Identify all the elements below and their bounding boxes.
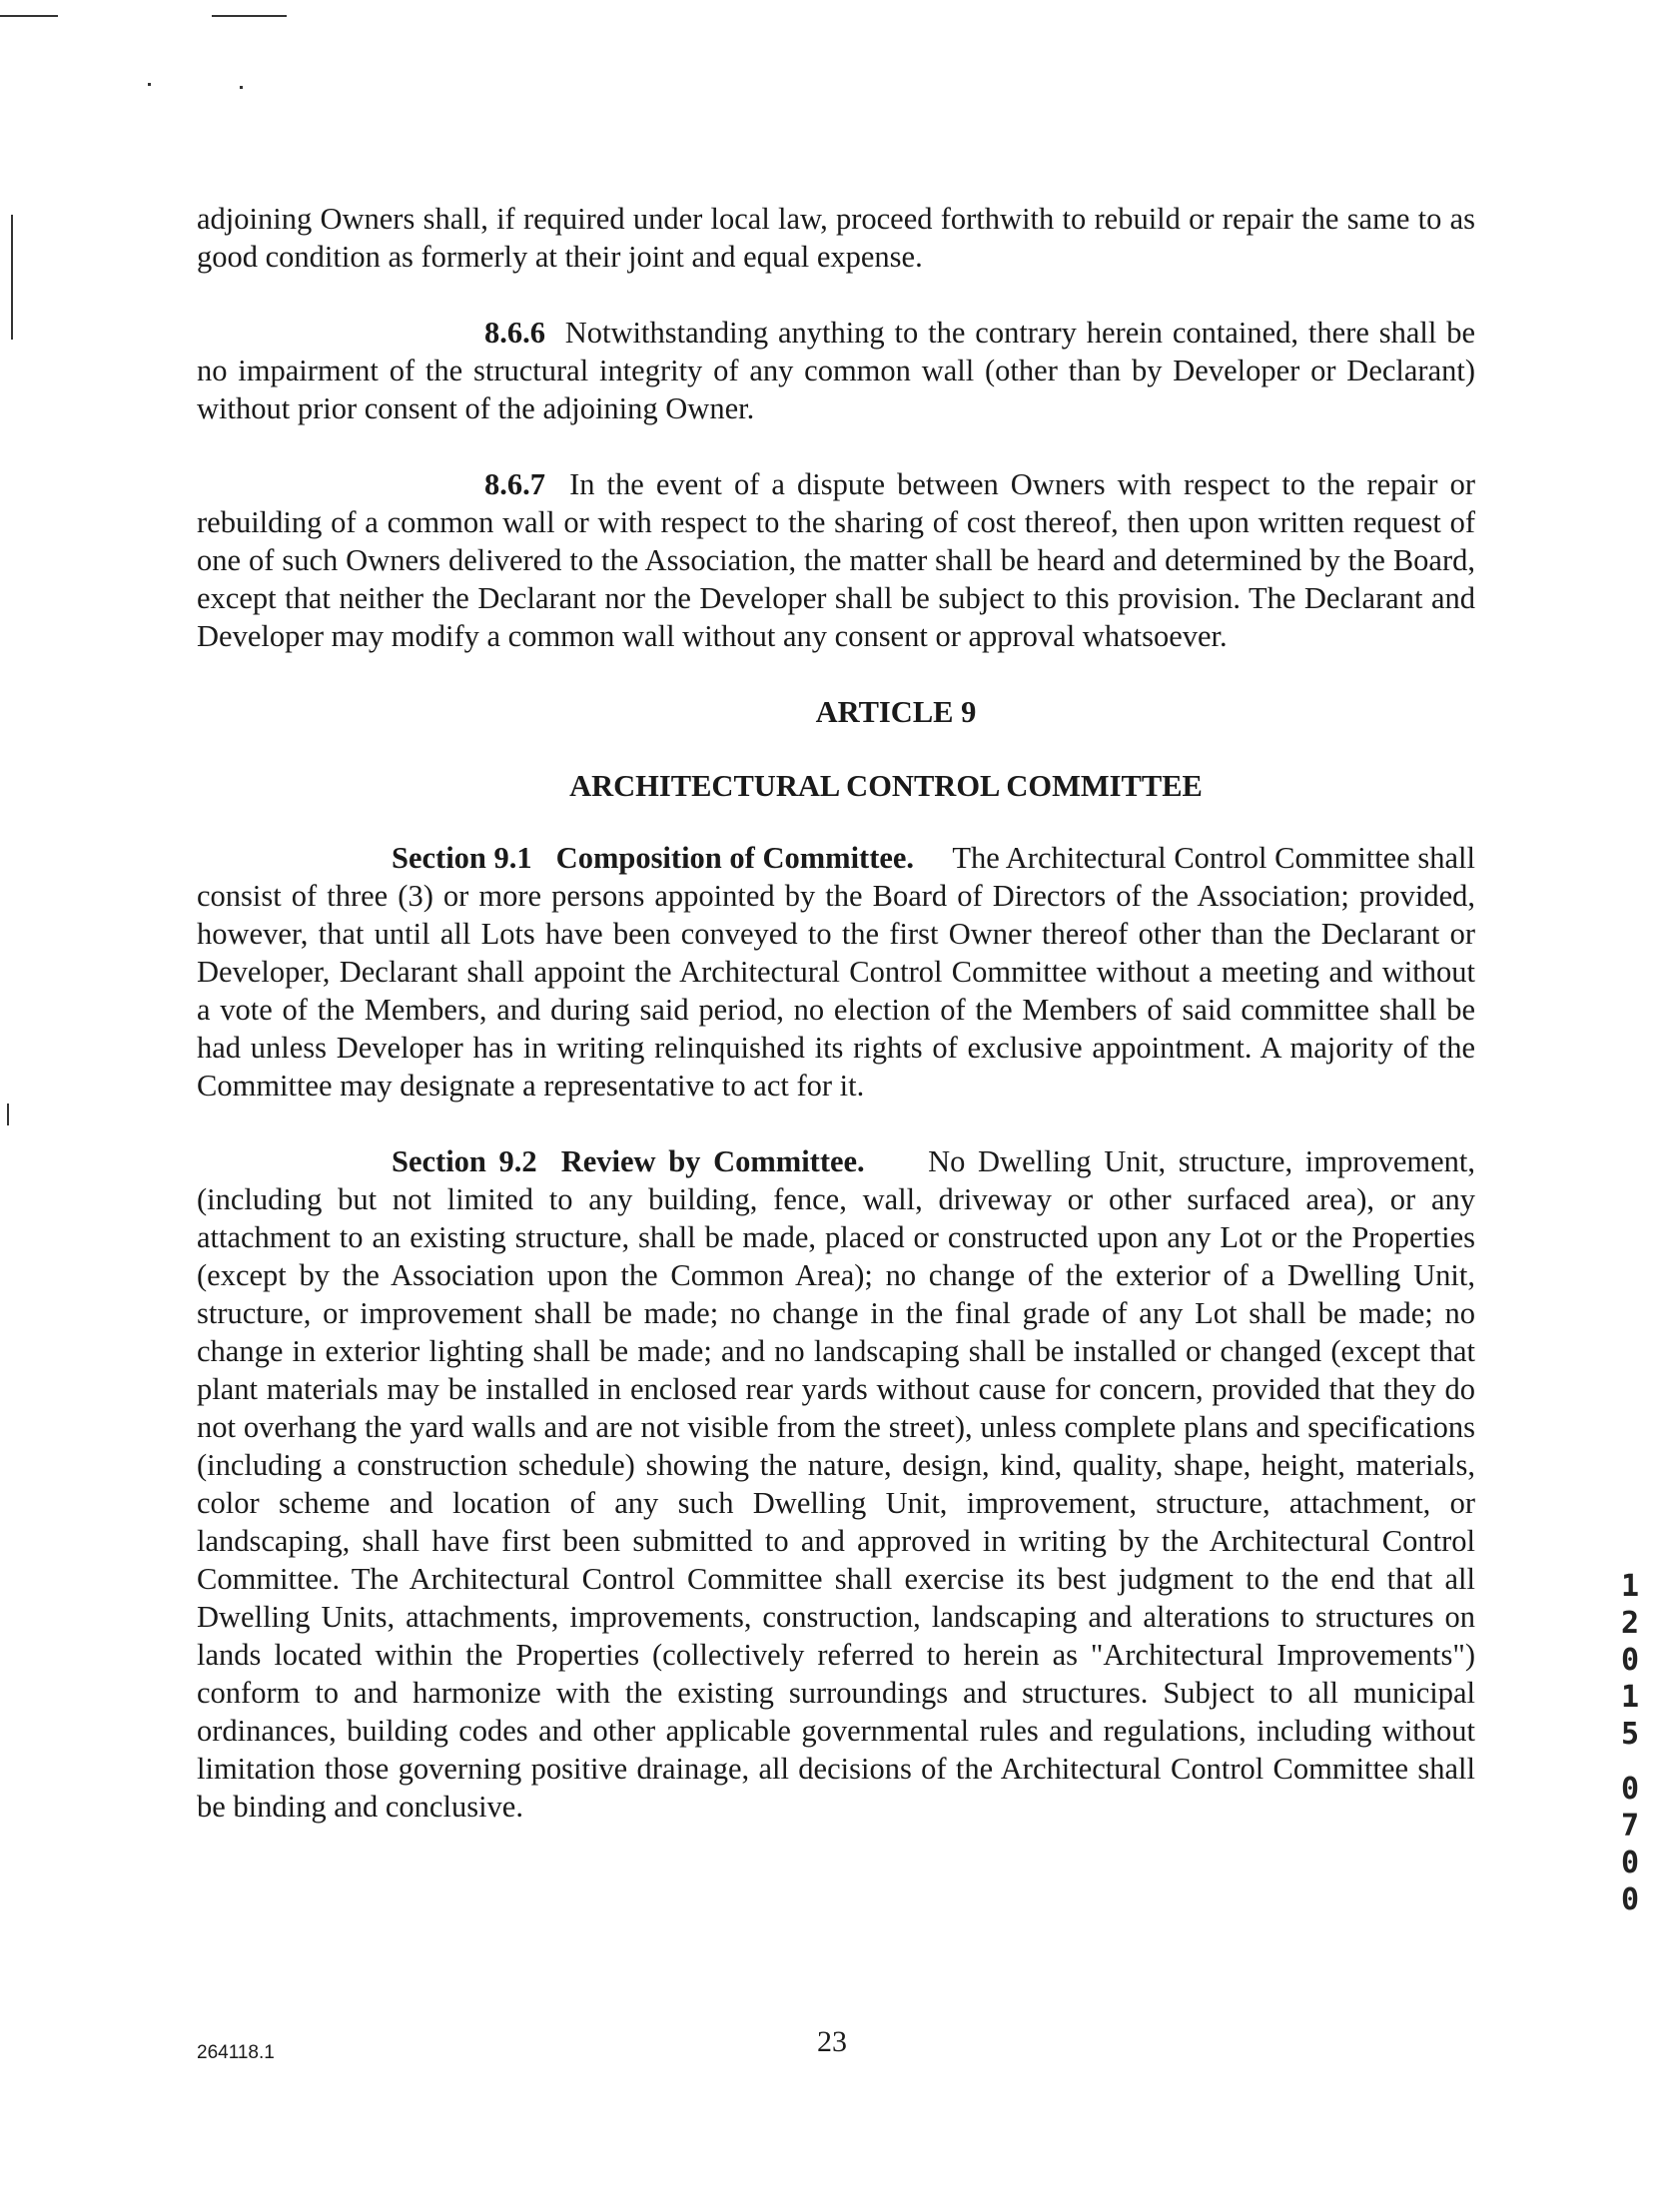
stamp-digit: 0: [1620, 1845, 1640, 1880]
stamp-digit: 5: [1620, 1717, 1640, 1752]
subsection-number: 8.6.7: [484, 467, 545, 501]
paragraph-8-6-6: [197, 314, 1475, 427]
section-label: Section 9.2: [392, 1144, 537, 1178]
stamp-digit: 7: [1620, 1809, 1640, 1843]
stamp-digit: 0: [1620, 1882, 1640, 1917]
section-text: The Architectural Control Committee shall consist of three (3) or more persons appointed by the Board of Directors of the Association; provided, however, that until all Lots have been conveyed to the first Owner thereof other than the Declarant or Developer, Declarant shall appoint the Architectural Control Committee without a meeting and without a vote of the Members, and during said period, no election of the Members of said committee shall be had unless Developer has in writing relinquished its rights of exclusive appointment. A majority of the Committee may designate a representative to act for it.: [197, 841, 1475, 1103]
continuation-paragraph: adjoining Owners shall, if required under local law, proceed forthwith to rebuild or repair the same to as good condition as formerly at their joint and equal expense.: [197, 202, 1475, 274]
section-9-1: [197, 839, 1475, 1105]
scan-mark-dot: [240, 86, 243, 89]
section-title: Review by Committee.: [560, 1144, 865, 1178]
scan-mark-margin-tick: [7, 1104, 9, 1125]
document-body: [197, 200, 1475, 1826]
scan-mark-line-top-left: [0, 15, 58, 17]
section-9-2: [197, 1142, 1475, 1826]
paragraph-8-6-7: [197, 465, 1475, 655]
stamp-digit: 1: [1620, 1680, 1640, 1715]
stamp-digit: 2: [1620, 1606, 1640, 1641]
scan-mark-dot: [148, 83, 151, 86]
subsection-text: In the event of a dispute between Owners with respect to the repair or rebuilding of a common wall or with respect to the sharing of cost thereof, then upon written request of one of such Owners delivered to the Association, the matter shall be heard and determined by the Board, except that neither the Declarant nor the Developer shall be subject to this provision. The Declarant and Developer may modify a common wall without any consent or approval whatsoever.: [197, 467, 1475, 653]
section-label: Section 9.1: [392, 841, 532, 875]
stamp-digit: 0: [1620, 1643, 1640, 1678]
subsection-number: 8.6.6: [484, 316, 545, 350]
article-number: ARTICLE 9: [815, 695, 977, 729]
scan-mark-line-top: [212, 15, 287, 17]
stamp-gap: [1610, 1753, 1650, 1771]
section-text: No Dwelling Unit, structure, improvement, (including but not limited to any building, fence, wall, driveway or other surfaced area), or any attachment to an existing structure, shall be made, placed or constructed upon any Lot or the Properties (except by the Association upon the Common Area); no change of the exterior of a Dwelling Unit, structure, or improvement shall be made; no change in the final grade of any Lot shall be made; no change in exterior lighting shall be made; and no landscaping shall be installed or changed (except that plant materials may be installed in enclosed rear yards without cause for concern, provided that they do not overhang the yard walls and are not visible from the street), unless complete plans and specifications (including a construction schedule) showing the nature, design, kind, quality, shape, height, materials, color scheme and location of any such Dwelling Unit, improvement, structure, attachment, or landscaping, shall have first been submitted to and approved in writing by the Architectural Control Committee. The Architectural Control Committee shall exercise its best judgment to the end that all Dwelling Units, attachments, improvements, construction, landscaping and alterations to structures on lands located within the Properties (collectively referred to herein as "Architectural Improvements") conform to and harmonize with the existing surroundings and structures. Subject to all municipal ordinances, building codes and other applicable governmental rules and regulations, including without limitation those governing positive drainage, all decisions of the Architectural Control Committee shall be binding and conclusive.: [197, 1144, 1476, 1824]
article-title: ARCHITECTURAL CONTROL COMMITTEE: [569, 769, 1203, 803]
section-title: Composition of Committee.: [555, 841, 915, 875]
recording-stamp: [1610, 1568, 1650, 1918]
stamp-digit: 1: [1620, 1569, 1640, 1604]
document-id: 264118.1: [197, 2042, 275, 2063]
scan-mark-margin-bar: [11, 215, 13, 340]
subsection-text: Notwithstanding anything to the contrary herein contained, there shall be no impairment of the structural integrity of any common wall (other than by Developer or Declarant) without prior consent of the adjoining Owner.: [197, 316, 1475, 425]
page-number: 23: [817, 2025, 847, 2058]
stamp-digit: 0: [1620, 1772, 1640, 1807]
